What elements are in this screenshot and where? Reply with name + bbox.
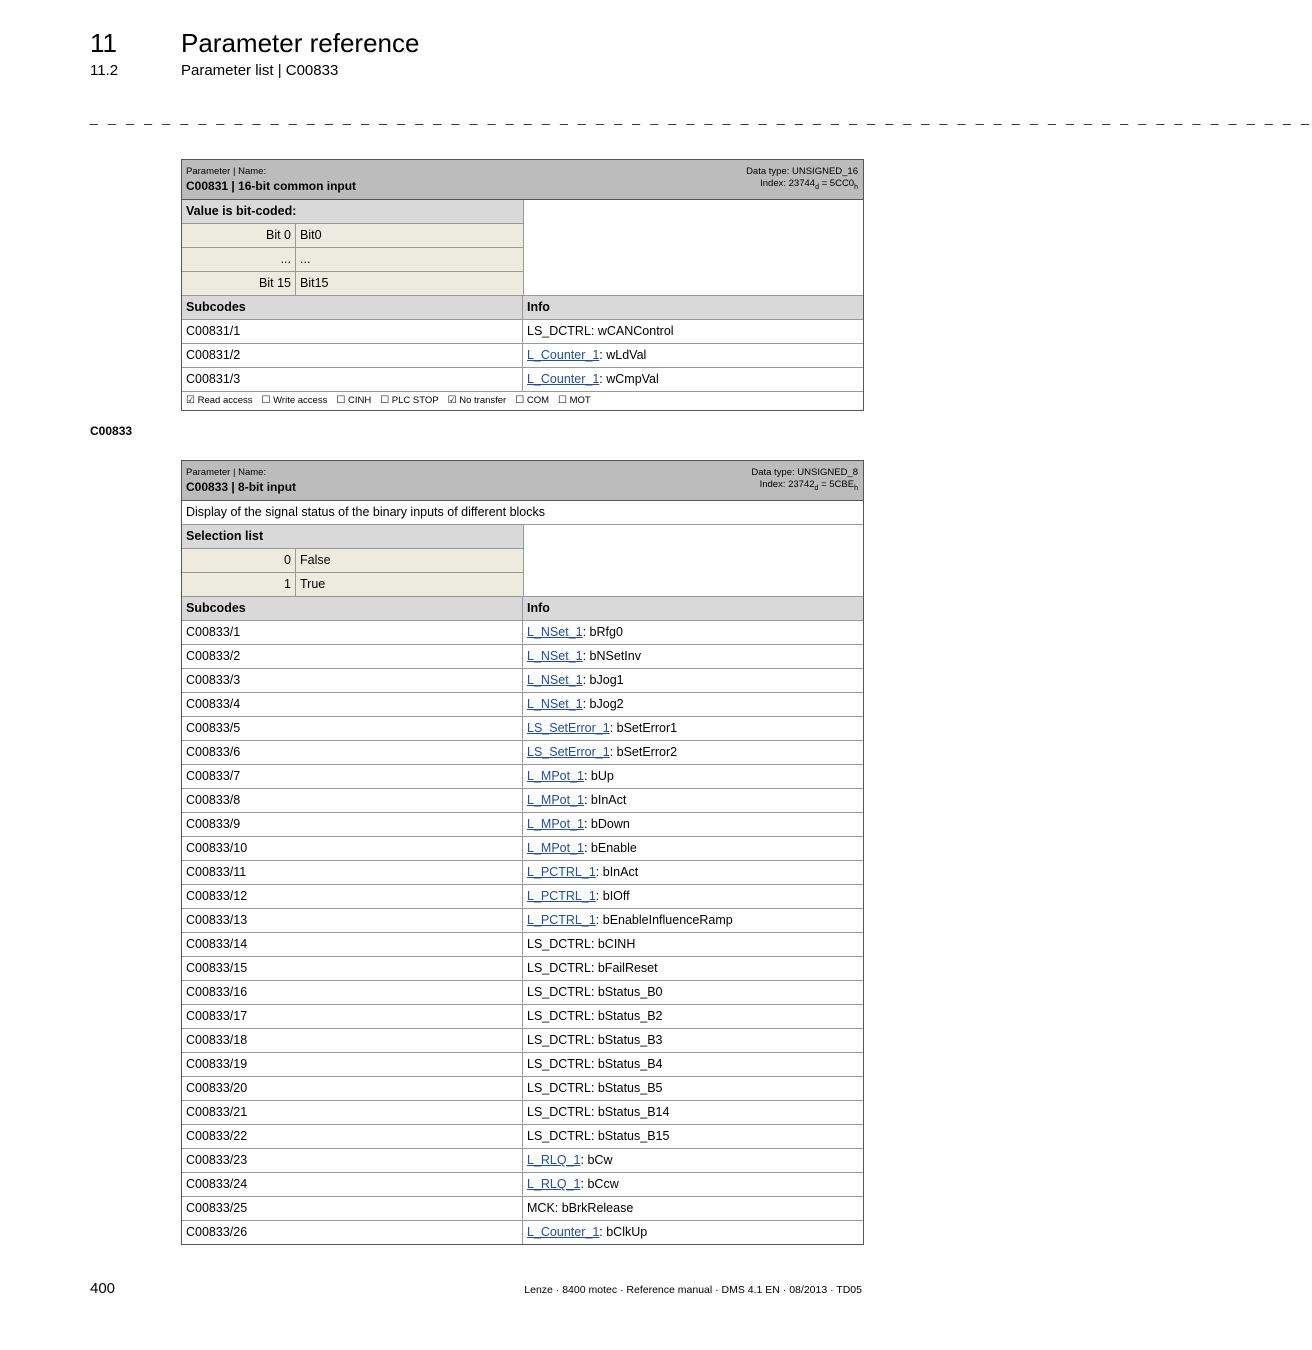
table-row — [182, 933, 863, 957]
info-cell: L_Counter_1: bClkUp — [527, 1225, 648, 1239]
table-row — [182, 1101, 863, 1125]
link[interactable]: L_NSet_1 — [527, 673, 583, 687]
parameter-header — [182, 461, 863, 501]
subcode-cell: C00833/22 — [182, 1125, 523, 1148]
access-flags: ☑ Read access ☐ Write access ☐ CINH ☐ PLC STOP ☑ No transfer ☐ COM ☐ MOT — [186, 395, 591, 406]
subcode-cell: C00833/6 — [182, 741, 523, 764]
table-row — [182, 1125, 863, 1149]
subcode-cell: C00833/18 — [182, 1029, 523, 1052]
info-cell: LS_DCTRL: bStatus_B4 — [527, 1057, 663, 1071]
subcode-cell: C00833/10 — [182, 837, 523, 860]
list-item: Bit 15 Bit15 — [182, 272, 523, 295]
subcode-cell: C00833/11 — [182, 861, 523, 884]
table-row — [182, 1077, 863, 1101]
list-item: 0 False — [182, 549, 523, 573]
subcodes-header-row: Subcodes Info — [182, 597, 863, 621]
table-row — [182, 909, 863, 933]
table-row — [182, 741, 863, 765]
parameter-table-c00833 — [181, 460, 864, 1245]
section-label: C00833 — [90, 424, 133, 438]
parameter-header — [182, 160, 863, 200]
table-row — [182, 837, 863, 861]
subcode-cell: C00833/8 — [182, 789, 523, 812]
link[interactable]: L_RLQ_1 — [527, 1177, 581, 1191]
info-cell: LS_DCTRL: bCINH — [527, 937, 636, 951]
table-row — [182, 1197, 863, 1221]
param-label: Parameter | Name: — [186, 166, 267, 177]
table-row — [182, 717, 863, 741]
subcode-cell: C00833/24 — [182, 1173, 523, 1196]
subcode-cell: C00833/25 — [182, 1197, 523, 1220]
link[interactable]: L_NSet_1 — [527, 625, 583, 639]
info-cell: L_NSet_1: bJog2 — [527, 697, 624, 711]
table-row — [182, 621, 863, 645]
section-title: Parameter list | C00833 — [181, 62, 339, 79]
table-row — [182, 645, 863, 669]
chapter-number: 11 — [90, 28, 117, 58]
subcode-cell: C00833/9 — [182, 813, 523, 836]
checkbox-icon: ☐ — [558, 395, 567, 406]
table-row — [182, 1221, 863, 1244]
info-cell: LS_DCTRL: bStatus_B5 — [527, 1081, 663, 1095]
info-cell: L_PCTRL_1: bEnableInfluenceRamp — [527, 913, 733, 927]
info-cell: L_MPot_1: bInAct — [527, 793, 627, 807]
page-number: 400 — [90, 1280, 116, 1297]
table-row — [182, 789, 863, 813]
table-row — [182, 885, 863, 909]
list-item: 1 True — [182, 573, 523, 596]
table-row — [182, 765, 863, 789]
subcode-cell: C00833/17 — [182, 1005, 523, 1028]
table-row — [182, 957, 863, 981]
table-row: C00831/1 LS_DCTRL: wCANControl — [182, 320, 863, 344]
bit-coded-block — [182, 200, 863, 296]
subcode-cell: C00833/21 — [182, 1101, 523, 1124]
table-row — [182, 861, 863, 885]
subcode-cell: C00833/15 — [182, 957, 523, 980]
param-label: Parameter | Name: — [186, 467, 267, 478]
info-cell: LS_SetError_1: bSetError2 — [527, 745, 678, 759]
separator-line: _ _ _ _ _ _ _ _ _ _ _ _ _ _ _ _ _ _ _ _ _ _ _ _ _ _ _ _ _ _ _ _ _ _ _ _ _ _ _ _ _ _ _ _ _ _ _ _ _ _ _ _ _ _ _ _ _ _ _ _ _ _ _ _ _ _ _ _ — [90, 109, 1312, 125]
table-row: C00831/2 L_Counter_1: wLdVal — [182, 344, 863, 368]
subcode-cell: C00833/19 — [182, 1053, 523, 1076]
link[interactable]: L_Counter_1 — [527, 348, 600, 362]
link[interactable]: L_RLQ_1 — [527, 1153, 581, 1167]
parameter-table-c00831 — [181, 159, 864, 411]
subcode-cell: C00833/1 — [182, 621, 523, 644]
subcode-cell: C00833/14 — [182, 933, 523, 956]
subcode-cell: C00833/4 — [182, 693, 523, 716]
param-index: Index: $23744_d = 5CC0_h$ — [760, 178, 858, 191]
subcode-cell: C00833/3 — [182, 669, 523, 692]
section-number: 11.2 — [90, 62, 119, 79]
info-cell: LS_DCTRL: bStatus_B0 — [527, 985, 663, 999]
table-row — [182, 813, 863, 837]
info-cell: L_PCTRL_1: bIOff — [527, 889, 630, 903]
link[interactable]: L_MPot_1 — [527, 841, 584, 855]
table-row — [182, 1173, 863, 1197]
link[interactable]: L_PCTRL_1 — [527, 865, 596, 879]
table-row — [182, 669, 863, 693]
info-cell: L_MPot_1: bDown — [527, 817, 630, 831]
subcode-cell: C00833/12 — [182, 885, 523, 908]
link[interactable]: L_NSet_1 — [527, 697, 583, 711]
info-cell: L_NSet_1: bJog1 — [527, 673, 624, 687]
table-row — [182, 1029, 863, 1053]
checkbox-icon: ☐ — [515, 395, 525, 406]
table-row — [182, 981, 863, 1005]
description-row: Display of the signal status of the binary inputs of different blocks — [182, 501, 863, 525]
info-cell: LS_DCTRL: bStatus_B2 — [527, 1009, 663, 1023]
subcode-cell: C00833/26 — [182, 1221, 523, 1244]
table-row — [182, 693, 863, 717]
link[interactable]: L_NSet_1 — [527, 649, 583, 663]
link[interactable]: L_PCTRL_1 — [527, 889, 596, 903]
subcode-cell: C00833/2 — [182, 645, 523, 668]
footer-text: Lenze · 8400 motec · Reference manual · DMS 4.1 EN · 08/2013 · TD05 — [524, 1284, 862, 1296]
selection-header: Selection list — [182, 525, 523, 548]
info-cell: LS_SetError_1: bSetError1 — [527, 721, 678, 735]
link[interactable]: L_Counter_1 — [527, 1225, 600, 1239]
checkbox-icon: ☐ — [261, 395, 271, 406]
subcode-cell: C00833/5 — [182, 717, 523, 740]
list-item: Bit 0 Bit0 — [182, 224, 523, 248]
chapter-title: Parameter reference — [181, 28, 420, 58]
subcodes-header-row: Subcodes Info — [182, 296, 863, 320]
link[interactable]: L_MPot_1 — [527, 793, 584, 807]
param-index: Index: $23742_d = 5CBE_h$ — [759, 479, 858, 492]
table-row — [182, 1053, 863, 1077]
checkbox-icon: ☑ — [447, 395, 457, 406]
checkbox-icon: ☑ — [186, 395, 195, 406]
link[interactable]: LS_SetError_1 — [527, 721, 610, 735]
table-row — [182, 1005, 863, 1029]
info-cell: L_RLQ_1: bCw — [527, 1153, 613, 1167]
info-cell: LS_DCTRL: bStatus_B3 — [527, 1033, 663, 1047]
subcode-cell: C00833/16 — [182, 981, 523, 1004]
link[interactable]: LS_SetError_1 — [527, 745, 610, 759]
table-row — [182, 1149, 863, 1173]
link[interactable]: L_PCTRL_1 — [527, 913, 596, 927]
info-cell: L_MPot_1: bUp — [527, 769, 614, 783]
checkbox-icon: ☐ — [380, 395, 390, 406]
value-header: Value is bit-coded: — [182, 200, 523, 223]
data-type: Data type: UNSIGNED_8 — [751, 467, 858, 478]
link[interactable]: L_Counter_1 — [527, 372, 600, 386]
link[interactable]: L_MPot_1 — [527, 817, 584, 831]
info-cell: L_PCTRL_1: bInAct — [527, 865, 639, 879]
table-row: C00831/3 L_Counter_1: wCmpVal — [182, 368, 863, 392]
info-cell: L_NSet_1: bNSetInv — [527, 649, 641, 663]
selection-block — [182, 525, 863, 597]
param-name: C00831 | 16-bit common input — [186, 179, 357, 193]
data-type: Data type: UNSIGNED_16 — [746, 166, 858, 177]
link[interactable]: L_MPot_1 — [527, 769, 584, 783]
info-cell: L_MPot_1: bEnable — [527, 841, 637, 855]
info-cell: LS_DCTRL: bStatus_B15 — [527, 1129, 670, 1143]
subcode-cell: C00833/23 — [182, 1149, 523, 1172]
checkbox-icon: ☐ — [336, 395, 346, 406]
info-cell: L_RLQ_1: bCcw — [527, 1177, 619, 1191]
subcode-cell: C00833/13 — [182, 909, 523, 932]
info-cell: LS_DCTRL: bFailReset — [527, 961, 658, 975]
param-name: C00833 | 8-bit input — [186, 480, 297, 494]
subcode-cell: C00833/7 — [182, 765, 523, 788]
info-cell: LS_DCTRL: bStatus_B14 — [527, 1105, 670, 1119]
info-cell: L_NSet_1: bRfg0 — [527, 625, 623, 639]
info-cell: MCK: bBrkRelease — [527, 1201, 634, 1215]
subcode-cell: C00833/20 — [182, 1077, 523, 1100]
list-item: ... ... — [182, 248, 523, 272]
